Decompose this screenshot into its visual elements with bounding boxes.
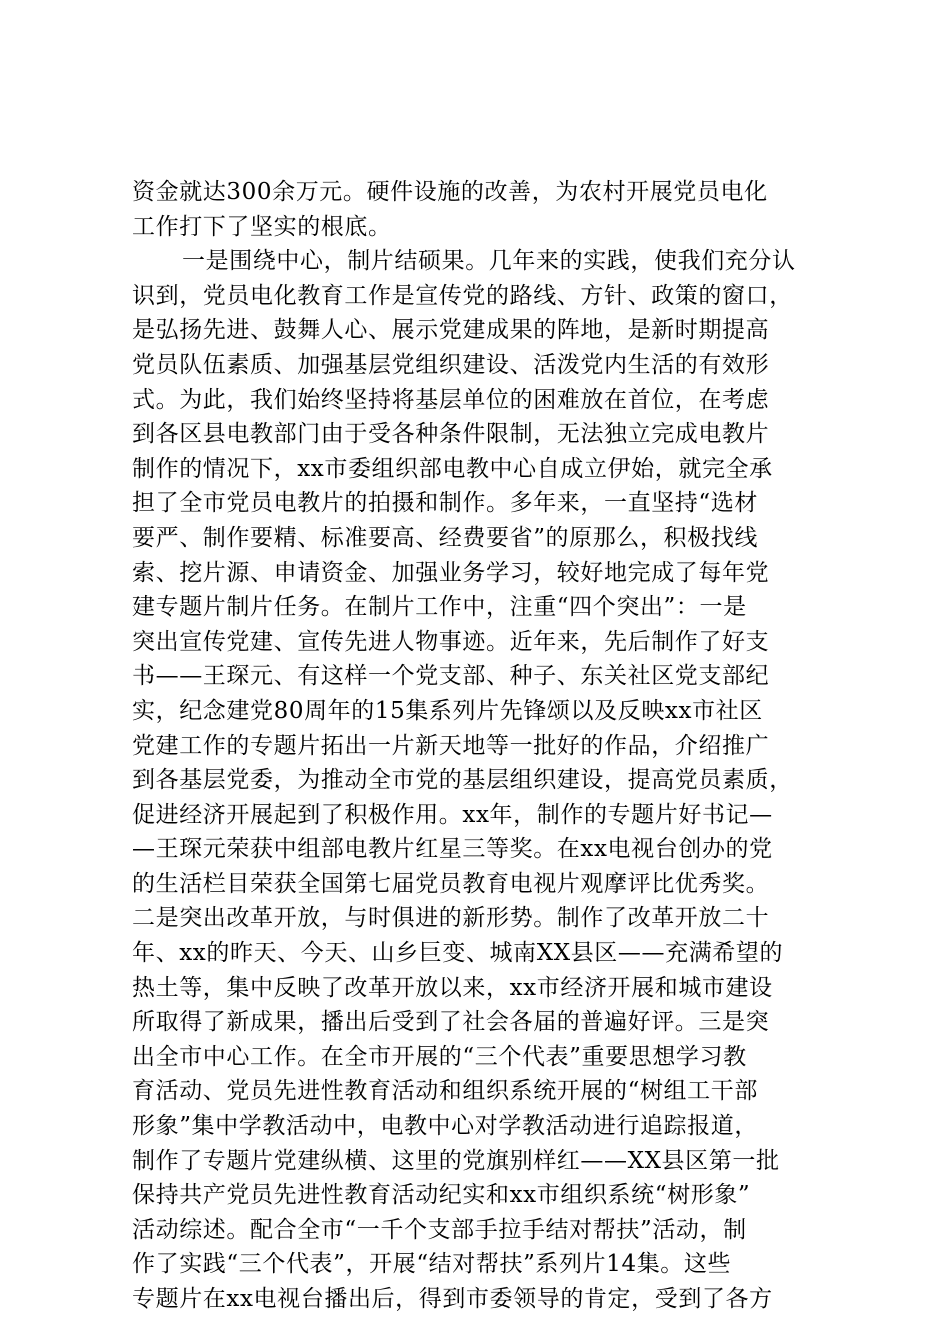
text-line: 专题片在xx电视台播出后，得到市委领导的肯定，受到了各方 [132,1286,773,1312]
text-line: 作了实践“三个代表”，开展“结对帮扶”系列片14集。这些 [132,1251,732,1278]
text-line: 要严、制作要精、标准要高、经费要省”的原那么，积极找线 [132,524,758,551]
text-line: 党建工作的专题片拓出一片新天地等一批好的作品，介绍推广 [132,732,770,759]
body-text [132,175,837,1317]
text-line: —王琛元荣获中组部电教片红星三等奖。在xx电视台创办的党 [132,836,773,863]
text-line: 式。为此，我们始终坚持将基层单位的困难放在首位，在考虑 [132,386,770,413]
text-line: 的生活栏目荣获全国第七届党员教育电视片观摩评比优秀奖。 [132,870,770,897]
text-line: 索、挖片源、申请资金、加强业务学习，较好地完成了每年党 [132,559,770,586]
text-line: 年、xx的昨天、今天、山乡巨变、城南XX县区——充满希望的 [132,940,784,967]
text-line: 二是突出改革开放，与时俱进的新形势。制作了改革开放二十 [132,905,770,932]
text-line: 工作打下了坚实的根底。 [132,213,392,240]
text-line: 促进经济开展起到了积极作用。xx年，制作的专题片好书记— [132,801,773,828]
text-line: 保持共产党员先进性教育活动纪实和xx市组织系统“树形象” [132,1182,751,1209]
text-line: 所取得了新成果，播出后受到了社会各届的普遍好评。三是突 [132,1009,770,1036]
text-line: 到各基层党委，为推动全市党的基层组织建设，提高党员素质， [132,767,793,794]
text-line: 出全市中心工作。在全市开展的“三个代表”重要思想学习教 [132,1043,747,1070]
text-line: 建专题片制片任务。在制片工作中，注重“四个突出”：一是 [132,594,747,621]
text-line: 热土等，集中反映了改革开放以来，xx市经济开展和城市建设 [132,974,773,1001]
text-line: 担了全市党员电教片的拍摄和制作。多年来，一直坚持“选材 [132,490,758,517]
text-line: 制作了专题片党建纵横、这里的党旗别样红——XX县区第一批 [132,1147,780,1174]
text-line: 到各区县电教部门由于受各种条件限制，无法独立完成电教片 [132,421,770,448]
text-line: 是弘扬先进、鼓舞人心、展示党建成果的阵地，是新时期提高 [132,317,770,344]
text-line: 活动综述。配合全市“一千个支部手拉手结对帮扶”活动，制 [132,1216,747,1243]
text-line: 育活动、党员先进性教育活动和组织系统开展的“树组工干部 [132,1078,758,1105]
text-line: 突出宣传党建、宣传先进人物事迹。近年来，先后制作了好支 [132,628,770,655]
text-line: 识到，党员电化教育工作是宣传党的路线、方针、政策的窗口， [132,282,793,309]
text-line: 实，纪念建党80周年的15集系列片先锋颂以及反映xx市社区 [132,697,763,724]
text-line: 制作的情况下，xx市委组织部电教中心自成立伊始，就完全承 [132,455,773,482]
text-line: 党员队伍素质、加强基层党组织建设、活泼党内生活的有效形 [132,351,770,378]
text-line: 形象”集中学教活动中，电教中心对学教活动进行追踪报道， [132,1113,758,1140]
text-line: 资金就达300余万元。硬件设施的改善，为农村开展党员电化 [132,179,768,205]
paragraph-start-line: 一是围绕中心，制片结硕果。几年来的实践，使我们充分认 [182,248,796,275]
text-line: 书——王琛元、有这样一个党支部、种子、东关社区党支部纪 [132,663,770,690]
